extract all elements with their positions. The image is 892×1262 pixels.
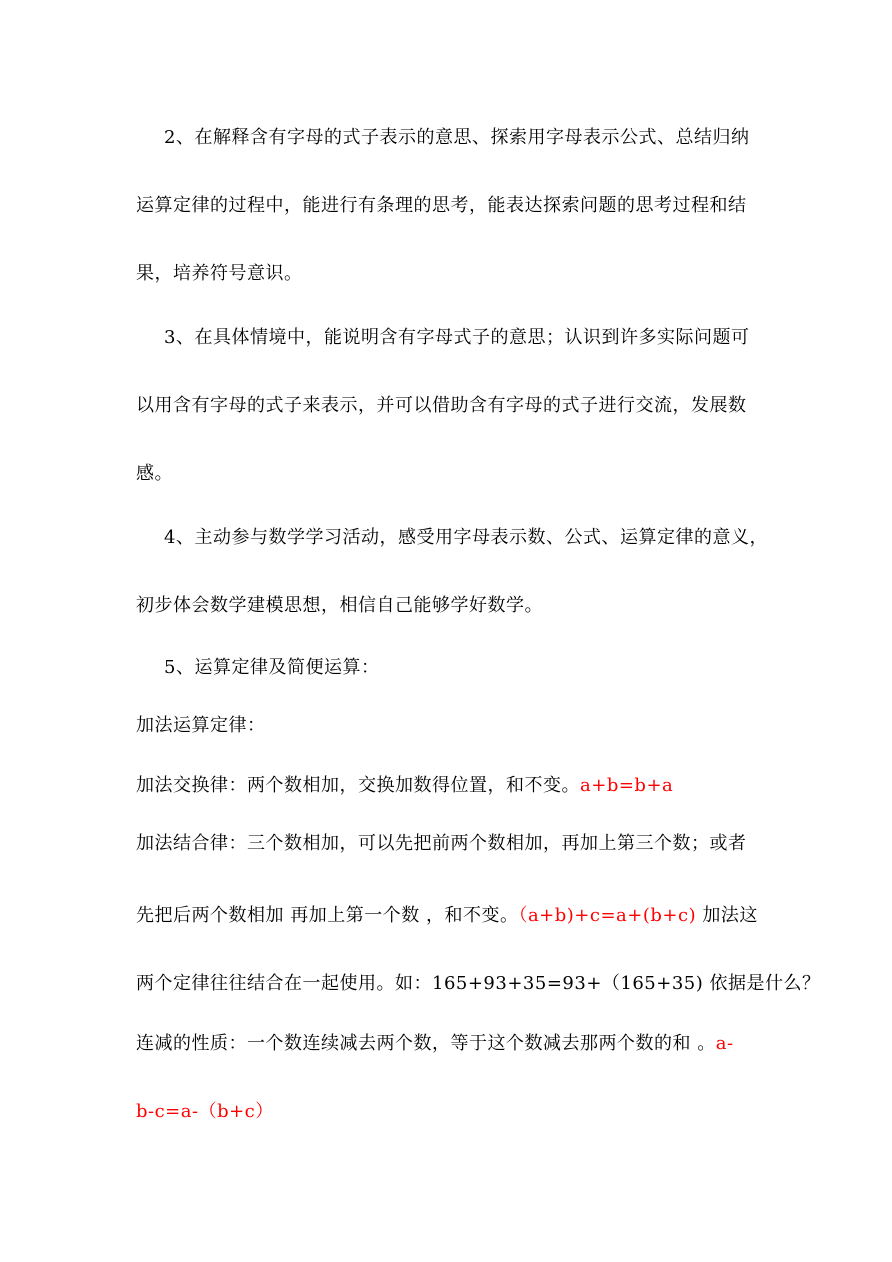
paragraph-3-line-1: 3、在具体情境中，能说明含有字母式子的意思；认识到许多实际问题可 <box>164 327 750 348</box>
paragraph-2-line-3: 果，培养符号意识。 <box>136 263 303 284</box>
commutative-law-line <box>136 774 673 798</box>
subtraction-formula-part-1: a- <box>715 1033 734 1054</box>
commutative-law-formula: a+b=b+a <box>580 775 674 796</box>
addition-heading: 加法运算定律： <box>136 715 266 736</box>
associative-law-line-2 <box>136 904 758 928</box>
associative-law-formula: （a+b)+c=a+(b+c) <box>518 905 697 926</box>
paragraph-4-line-1: 4、主动参与数学学习活动，感受用字母表示数、公式、运算定律的意义， <box>164 527 768 548</box>
associative-law-tail: 加法这 <box>696 905 758 926</box>
paragraph-4-line-2: 初步体会数学建模思想，相信自己能够学好数学。 <box>136 595 543 616</box>
commutative-law-text: 加法交换律：两个数相加，交换加数得位置，和不变。 <box>136 775 580 796</box>
associative-law-line-3: 两个定律往往结合在一起使用。如：165+93+35=93+（165+35) 依据是什么？ <box>136 973 821 994</box>
associative-law-text: 先把后两个数相加 再加上第一个数 ，和不变。 <box>136 905 519 926</box>
subtraction-formula-part-2: b-c=a-（b+c） <box>136 1101 274 1122</box>
paragraph-2-line-1: 2、在解释含有字母的式子表示的意思、探索用字母表示公式、总结归纳 <box>164 127 750 148</box>
subtraction-property-line-1 <box>136 1032 734 1056</box>
associative-law-line-1: 加法结合律：三个数相加，可以先把前两个数相加，再加上第三个数；或者 <box>136 833 747 854</box>
paragraph-2-line-2: 运算定律的过程中，能进行有条理的思考，能表达探索问题的思考过程和结 <box>136 195 747 216</box>
paragraph-3-line-2: 以用含有字母的式子来表示，并可以借助含有字母的式子进行交流，发展数 <box>136 395 747 416</box>
subtraction-property-text: 连减的性质：一个数连续减去两个数，等于这个数减去那两个数的和 。 <box>136 1033 716 1054</box>
paragraph-5-line-1: 5、运算定律及简便运算： <box>164 657 380 678</box>
paragraph-3-line-3: 感。 <box>136 463 173 484</box>
